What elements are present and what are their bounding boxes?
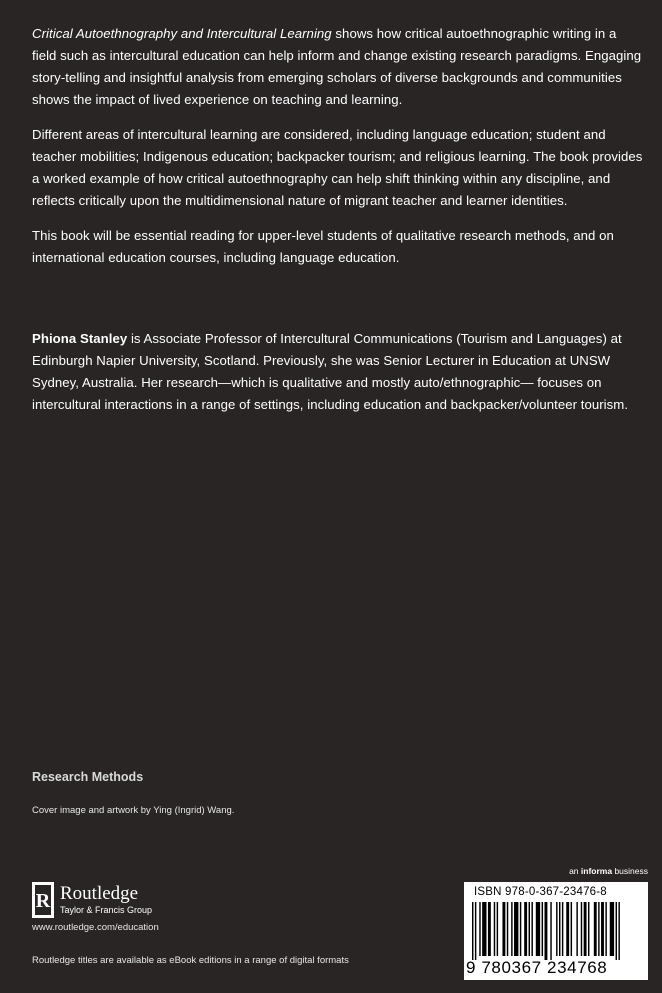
isbn-label: ISBN 978-0-367-23476-8 <box>474 886 607 898</box>
barcode-bar <box>472 902 473 960</box>
barcode-icon <box>472 902 640 960</box>
informa-business-label <box>569 866 648 876</box>
barcode-panel <box>464 882 648 980</box>
barcode-bar <box>588 902 589 956</box>
barcode-digits: 9 780367 234768 <box>466 958 608 977</box>
barcode-bar <box>475 902 476 960</box>
barcode-bar <box>616 902 617 960</box>
barcode-bar <box>479 902 480 956</box>
barcode-bar <box>605 902 606 956</box>
publisher-name-block <box>60 884 152 916</box>
publisher-name: Routledge <box>60 883 139 904</box>
description-paragraph-2: Different areas of intercultural learning are considered, including language education; student and teacher mobilities; Indigenous education; backpacker tourism; and religious learning. The book provides a worked example of how critical autoethnography can help shift thinking within any discipline, and reflects critically upon the multidimensional nature of migrant teacher and learner identities. <box>32 127 643 208</box>
barcode-bar <box>488 902 491 956</box>
barcode-bar <box>618 902 619 960</box>
svg-text:R: R <box>35 890 51 912</box>
publisher-group: Taylor & Francis Group <box>60 905 153 915</box>
publisher-url[interactable]: www.routledge.com/education <box>32 922 159 933</box>
author-bio-paragraph <box>32 328 644 416</box>
barcode-bar <box>556 902 557 956</box>
barcode-bar <box>601 902 604 956</box>
barcode-bar <box>610 902 614 956</box>
barcode-bar <box>559 902 560 956</box>
barcode-bar <box>520 902 521 956</box>
barcode-bar <box>562 902 563 956</box>
barcode-bar <box>482 902 486 956</box>
barcode-bar <box>524 902 527 956</box>
routledge-logo-icon <box>32 882 54 918</box>
barcode-bar <box>598 902 599 956</box>
description-paragraph-3: This book will be essential reading for upper-level students of qualitative research methods, and on international education courses, including language education. <box>32 228 614 265</box>
author-bio <box>32 328 644 416</box>
barcode-bar <box>507 902 508 956</box>
author-name: Phiona Stanley <box>32 331 128 346</box>
barcode-bar <box>584 902 587 956</box>
ebook-note: Routledge titles are available as eBook editions in a range of digital formats <box>32 955 349 966</box>
informa-prefix: an <box>569 866 581 876</box>
book-title-italic: Critical Autoethnography and Intercultural Learning <box>32 26 332 41</box>
barcode-bar <box>497 902 498 956</box>
description-paragraph-1-text: shows how critical autoethnographic writing in a field such as intercultural education can help inform and change existing research paradigms. Engaging story-telling and insightful analysis from emerging scholars of diverse backgrounds and communities shows the impact of lived experience on teaching and learning. <box>32 26 642 107</box>
author-bio-text: is Associate Professor of Intercultural Communications (Tourism and Languages) at Edinburgh Napier University, Scotland. Previously, she was Senior Lecturer in Education at UNSW Sydney, Australia. Her research—which is qualitative and mostly auto/ethnographic— focuses on intercultural interactions in a range of settings, including education and backpacker/volunteer tourism. <box>32 331 629 412</box>
barcode-bar <box>594 902 597 956</box>
cover-credit: Cover image and artwork by Ying (Ingrid) Wang. <box>32 805 235 816</box>
barcode-bar <box>494 902 495 956</box>
barcode-bar <box>529 902 530 956</box>
barcode-bar <box>536 902 540 956</box>
barcode-bar <box>514 902 518 956</box>
subject-category: Research Methods <box>32 770 144 784</box>
book-description <box>32 23 644 282</box>
barcode-bar <box>531 902 532 956</box>
informa-bold: informa <box>580 866 613 876</box>
description-paragraph-1 <box>32 23 644 111</box>
barcode-bar <box>550 902 551 960</box>
barcode-bar <box>581 902 582 956</box>
informa-suffix: business <box>612 866 648 876</box>
barcode-bar <box>545 902 548 960</box>
barcode-bar <box>571 902 572 956</box>
barcode-bar <box>511 902 512 956</box>
barcode-bar <box>576 902 577 956</box>
publisher-logo <box>32 882 152 918</box>
barcode-bar <box>542 902 543 956</box>
barcode-bar <box>502 902 505 956</box>
barcode-bar <box>566 902 569 956</box>
